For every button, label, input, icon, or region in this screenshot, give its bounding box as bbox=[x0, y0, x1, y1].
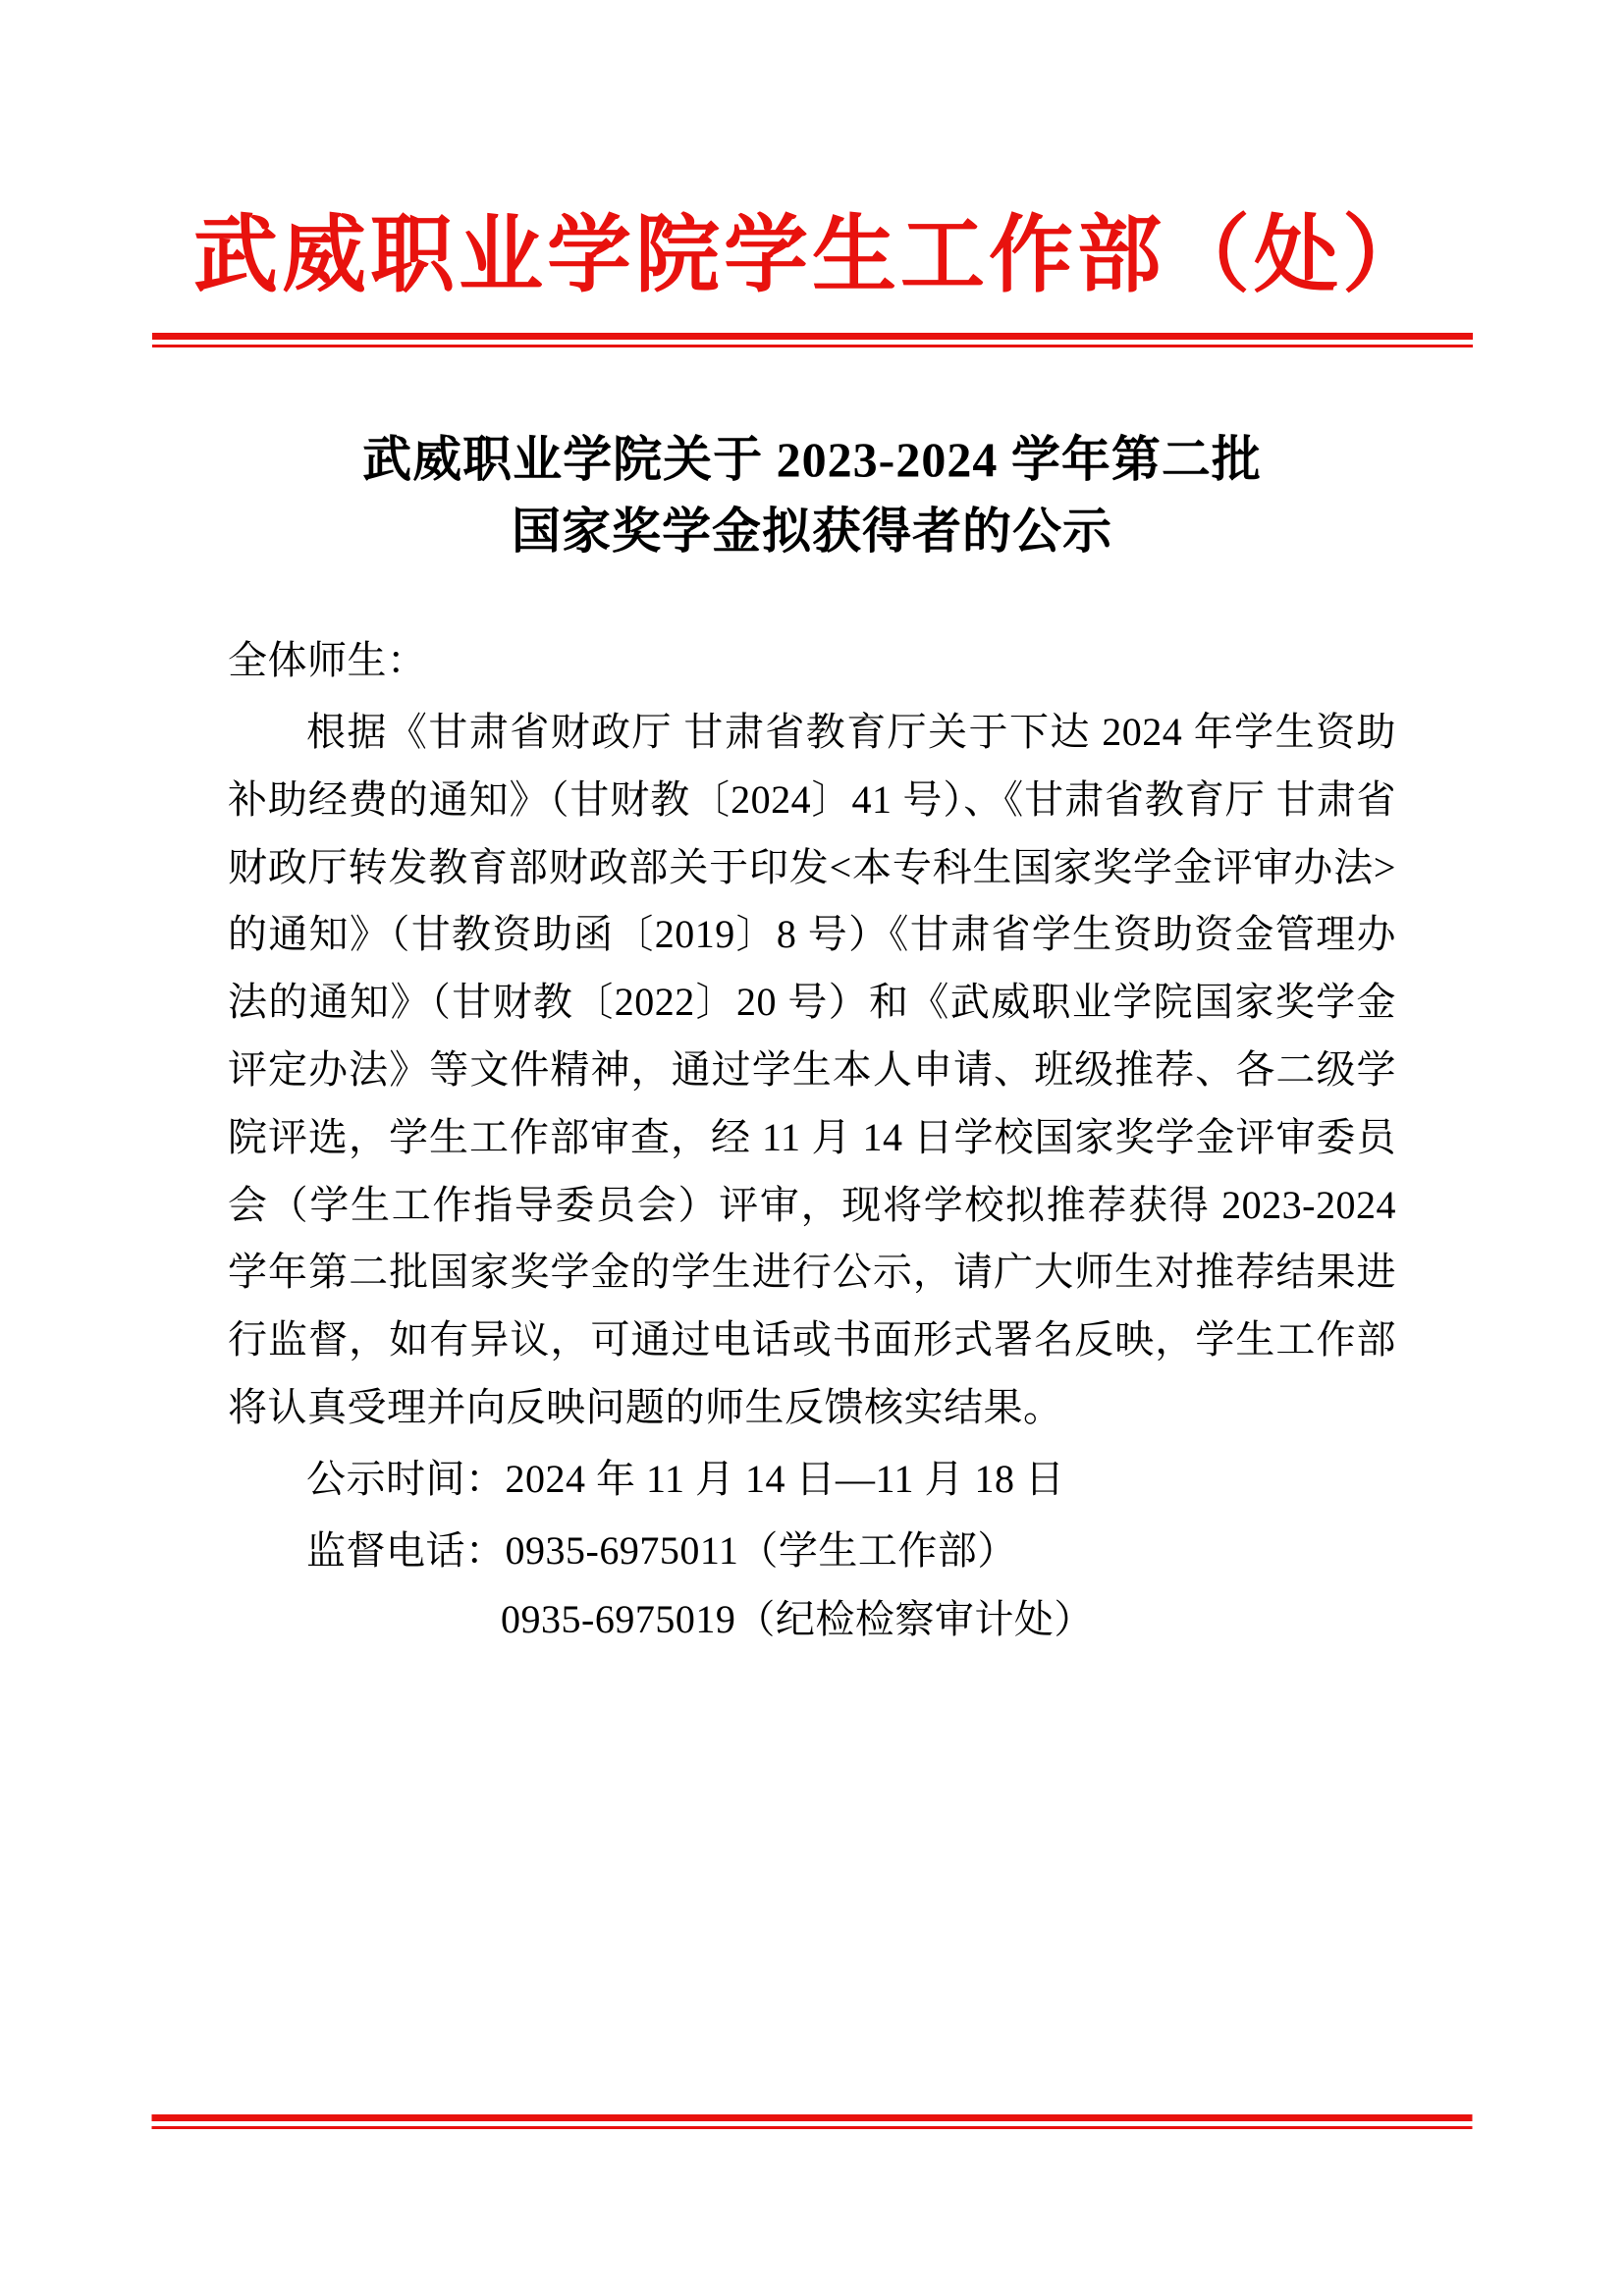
document-title bbox=[228, 347, 1396, 566]
footer-rule-group bbox=[152, 2114, 1473, 2129]
document-body bbox=[228, 566, 1396, 1654]
publicity-period-line: 公示时间：2024 年 11 月 14 日—11 月 18 日 bbox=[306, 1456, 1065, 1501]
letterhead bbox=[0, 0, 1624, 347]
body-paragraph-1: 根据《甘肃省财政厅 甘肃省教育厅关于下达 2024 年学生资助补助经费的通知》（甘财教〔2024〕41 号）、《甘肃省教育厅 甘肃省财政厅转发教育部财政部关于印发<本专科生国家奖学金评审办法>的通知》（甘教资助函〔2019〕8 号）《甘肃省学生资助资金管理办法的通知》（甘财教〔2022〕20 号）和《武威职业学院国家奖学金评定办法》等文件精神，通过学生本人申请、班级推荐、各二级学院评选，学生工作部审查，经 11 月 14 日学校国家奖学金评审委员会（学生工作指导委员会）评审，现将学校拟推荐获得 2023-2024 学年第二批国家奖学金的学生进行公示，请广大师生对推荐结果进行监督，如有异议，可通过电话或书面形式署名反映，学生工作部将认真受理并向反映问题的师生反馈核实结果。 bbox=[228, 710, 1396, 1430]
supervision-phone-line-2: 0935-6975019（纪检检察审计处） bbox=[501, 1597, 1094, 1642]
document-title-line-2: 国家奖学金拟获得者的公示 bbox=[512, 503, 1112, 559]
salutation: 全体师生： bbox=[228, 638, 427, 683]
supervision-phone-line-1: 监督电话：0935-6975011（学生工作部） bbox=[306, 1527, 1017, 1573]
footer-rule-thin bbox=[152, 2126, 1473, 2129]
letterhead-rule-thick bbox=[152, 333, 1473, 340]
document-title-line-1: 武威职业学院关于 2023-2024 学年第二批 bbox=[362, 432, 1262, 488]
letterhead-org-title: 武威职业学院学生工作部（处） bbox=[193, 208, 1431, 302]
footer-rule-thick bbox=[152, 2114, 1473, 2121]
letterhead-rule-group bbox=[152, 299, 1473, 347]
